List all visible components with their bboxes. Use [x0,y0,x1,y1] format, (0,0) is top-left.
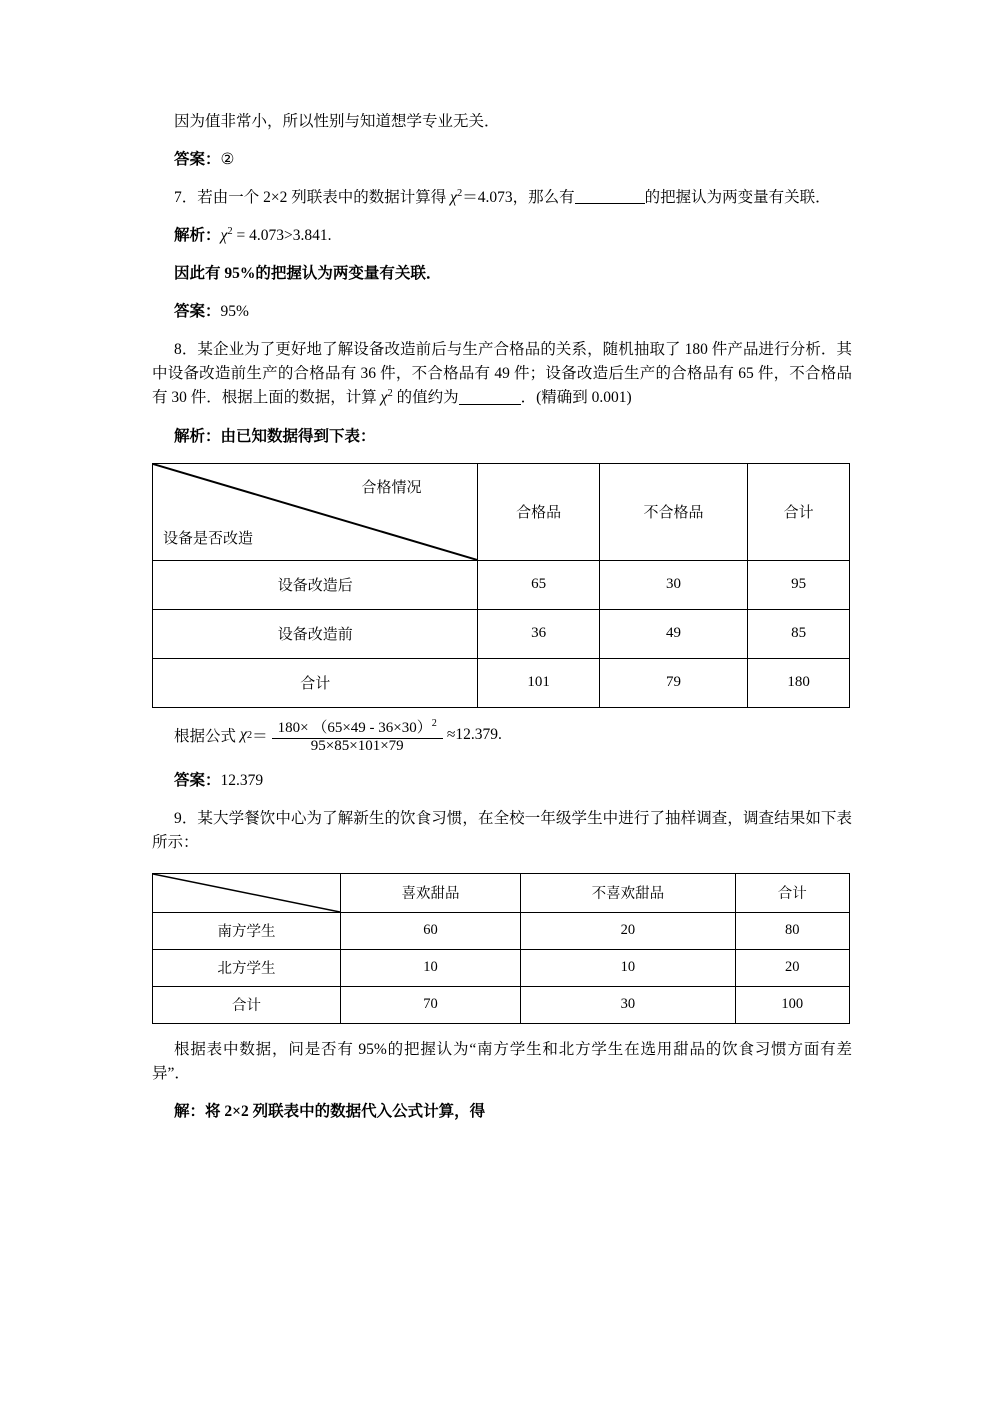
table2-row1-val3: 80 [735,912,849,949]
q7-answer-value: 95% [220,303,249,321]
table1-corner-header [153,463,478,560]
table2-row3-label: 合计 [153,986,341,1023]
q8-chi-symbol: χ [380,389,388,407]
formula-fraction [272,716,443,755]
table1-row1-val1: 65 [478,560,599,609]
table-row [153,949,850,986]
table2-row3-val2: 30 [521,986,736,1023]
table2-row2-val2: 10 [521,949,736,986]
table1-header-top: 合格情况 [361,479,422,496]
q7-answer-blank [575,203,645,204]
q7-chi-symbol: χ [450,189,457,207]
table1-col-3: 合计 [748,463,850,560]
table1-header-bottom: 设备是否改造 [163,530,254,547]
table1-row2-val2: 49 [599,609,748,658]
answer-label: 答案： [174,151,221,169]
question-9 [152,807,852,855]
formula-chi-symbol: χ [240,726,247,744]
table2-col-2: 不喜欢甜品 [521,873,736,912]
table-row-header [153,873,850,912]
chi-square-formula [174,716,852,755]
table-row [153,560,850,609]
q9-text: 9．某大学餐饮中心为了解新生的饮食习惯，在全校一年级学生中进行了抽样调查，调查结果如下表所示： [152,809,852,851]
formula-numerator-text: 180× （65×49 - 36×30） [277,719,432,736]
q8-chi-exponent: 2 [387,388,393,400]
table2-col-3: 合计 [735,873,849,912]
table-row [153,912,850,949]
q7-chi-exponent: 2 [456,188,463,200]
q7-conclusion-text: 因此有 95%的把握认为两变量有关联． [174,265,442,283]
q9-followup-text: 根据表中数据，问是否有 95%的把握认为“南方学生和北方学生在选用甜品的饮食习惯方面有差异”． [152,1040,852,1082]
table1-row2-val1: 36 [478,609,599,658]
contingency-table-2 [152,873,850,1024]
conclusion-text: 因为值非常小，所以性别与知道想学专业无关． [174,113,500,130]
table-row [153,658,850,707]
question-8 [152,338,852,410]
table-row-header [153,463,850,560]
question-9-solution [152,1100,852,1124]
table1-row3-label: 合计 [153,658,478,707]
question-9-followup [152,1038,852,1086]
q7-answer-label: 答案： [174,303,221,321]
table1-row3-val1: 101 [478,658,599,707]
q8-answer-blank [459,404,521,405]
answer-line-6 [152,148,852,172]
table1-row1-label: 设备改造后 [153,560,478,609]
formula-denominator: 95×85×101×79 [310,737,404,754]
q9-solution-label: 解： [174,1102,206,1120]
q8-text-b: 的值约为 [392,389,459,407]
q7-text-post: 的把握认为两变量有关联． [644,189,831,207]
q8-text-c: ．(精确到 0.001) [520,389,632,407]
question-7-answer [152,300,852,324]
table1-col-2: 不合格品 [599,463,748,560]
question-7-conclusion [152,262,852,286]
q7-solution-value: = 4.073>3.841. [232,227,332,245]
q8-solution-label: 解析： [174,427,221,445]
table1-row1-val3: 95 [748,560,850,609]
table2-row2-val1: 10 [340,949,520,986]
q7-solution-exponent: 2 [227,226,233,238]
q8-text-a: 8．某企业为了更好地了解设备改造前后与生产合格品的关系，随机抽取了 180 件产品进行分析．其中设备改造前生产的合格品有 36 件，不合格品有 49 件；设备改造后生产的合格品有 65 件，不合格品有 30 件．根据上面的数据，计算 [152,341,852,407]
q7-text-eq: ＝4.073，那么有 [462,189,575,207]
page-content [152,110,852,1138]
table-row [153,986,850,1023]
table2-row2-val3: 20 [735,949,849,986]
q7-solution-label: 解析： [174,227,221,245]
q7-solution-chi: χ [220,227,228,245]
q8-solution-text: 由已知数据得到下表： [220,427,376,445]
table1-row2-val3: 85 [748,609,850,658]
table2-row1-val1: 60 [340,912,520,949]
table2-row3-val3: 100 [735,986,849,1023]
table2-row3-val1: 70 [340,986,520,1023]
paragraph-conclusion [152,110,852,134]
answer-value: ② [220,151,235,169]
q9-solution-text: 将 2×2 列联表中的数据代入公式计算，得 [205,1102,486,1120]
table1-row1-val2: 30 [599,560,748,609]
question-8-solution-intro [152,425,852,449]
table2-row2-label: 北方学生 [153,949,341,986]
q8-answer-label: 答案： [174,771,221,789]
contingency-table-1 [152,463,850,708]
table2-corner-header [153,873,341,912]
q7-text-pre: 7．若由一个 2×2 列联表中的数据计算得 [174,189,451,207]
q8-answer-value: 12.379 [220,771,264,789]
question-7 [152,186,852,210]
formula-chi-exponent: 2 [246,729,253,741]
table-row [153,609,850,658]
table2-row1-label: 南方学生 [153,912,341,949]
table2-col-1: 喜欢甜品 [340,873,520,912]
formula-equals: ＝ [252,728,268,746]
table1-row2-label: 设备改造前 [153,609,478,658]
table1-row3-val3: 180 [748,658,850,707]
diagonal-line-icon [153,874,340,912]
table1-col-1: 合格品 [478,463,599,560]
formula-numerator-exponent: 2 [431,717,437,729]
formula-result: ≈12.379. [446,726,502,744]
question-8-answer [152,769,852,793]
question-7-solution [152,224,852,248]
formula-prefix: 根据公式 [174,728,237,746]
table1-row3-val2: 79 [599,658,748,707]
table2-row1-val2: 20 [521,912,736,949]
